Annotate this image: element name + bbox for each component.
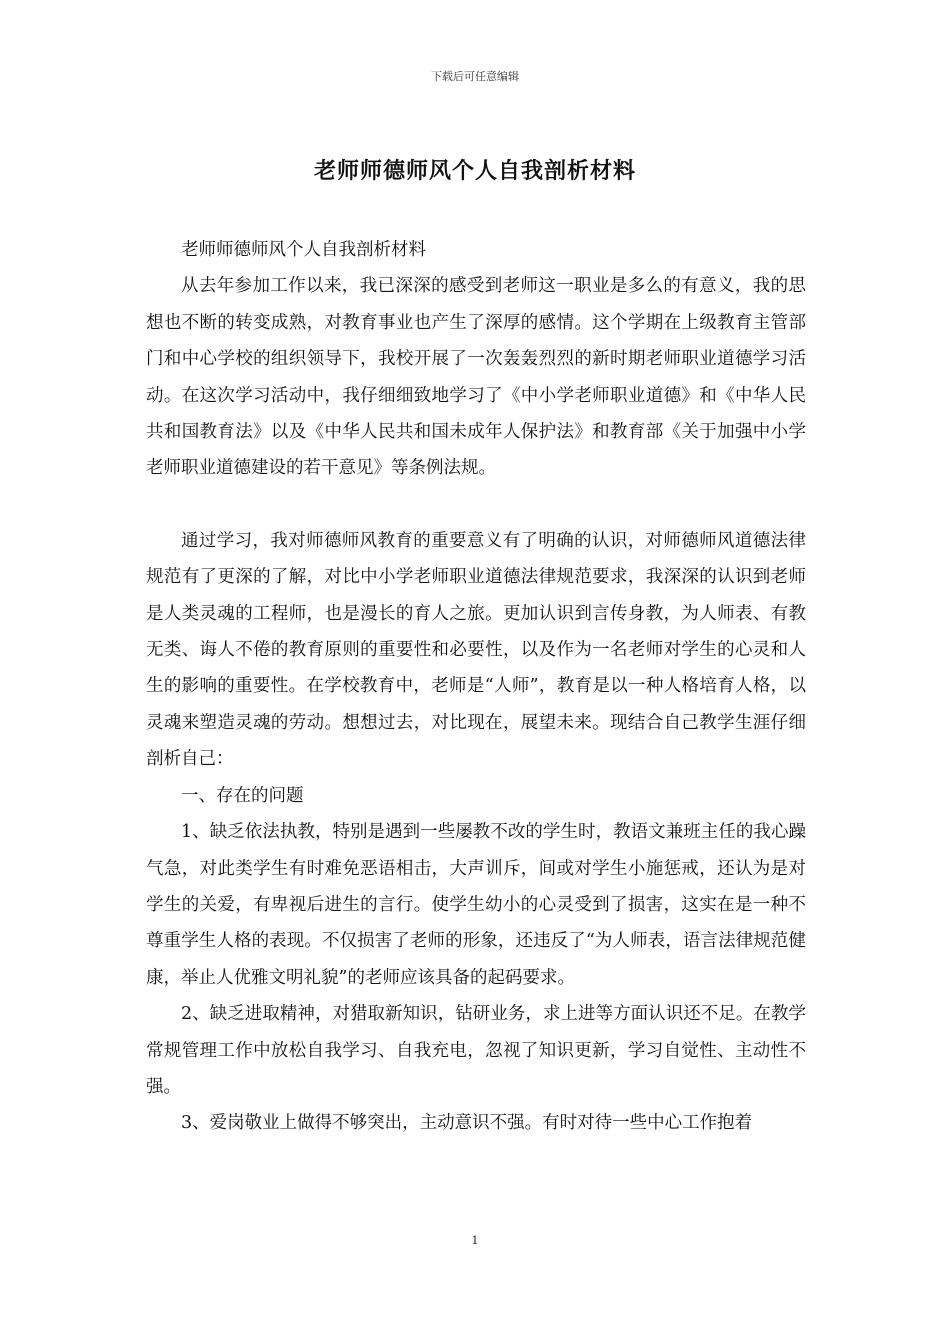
body-paragraph: 2、缺乏进取精神，对猎取新知识，钻研业务，求上进等方面认识还不足。在教学常规管理工作中放松自我学习、自我充电，忽视了知识更新，学习自觉性、主动性不强。 bbox=[146, 1004, 806, 1097]
body-paragraph: 通过学习，我对师德师风教育的重要意义有了明确的认识，对师德师风道德法律规范有了更深的了解，对比中小学老师职业道德法律规范要求，我深深的认识到老师是人类灵魂的工程师，也是漫长的育人之旅。更加认识到言传身教，为人师表、有教无类、诲人不倦的教育原则的重要性和必要性，以及作为一名老师对学生的心灵和人生的影响的重要性。在学校教育中，老师是“人师”，教育是以一种人格培育人格，以灵魂来塑造灵魂的劳动。想想过去，对比现在，展望未来。现结合自己教学生涯仔细剖析自己： bbox=[146, 530, 806, 770]
document-title: 老师师德师风个人自我剖析材料 bbox=[313, 158, 636, 184]
body-subtitle: 老师师德师风个人自我剖析材料 bbox=[181, 240, 426, 260]
document-body bbox=[146, 232, 806, 1142]
body-paragraph: 从去年参加工作以来，我已深深的感受到老师这一职业是多么的有意义，我的思想也不断的转变成熟，对教育事业也产生了深厚的感情。这个学期在上级教育主管部门和中心学校的组织领导下，我校开展了一次轰轰烈烈的新时期老师职业道德学习活动。在这次学习活动中，我仔细细致地学习了《中小学老师职业道德》和《中华人民共和国教育法》以及《中华人民共和国未成年人保护法》和教育部《关于加强中小学老师职业道德建设的若干意见》等条例法规。 bbox=[146, 276, 806, 479]
section-heading: 一、存在的问题 bbox=[181, 785, 304, 806]
body-paragraph: 3、爱岗敬业上做得不够突出，主动意识不强。有时对待一些中心工作抱着 bbox=[181, 1113, 753, 1134]
body-paragraph: 1、缺乏依法执教，特别是遇到一些屡教不改的学生时，教语文兼班主任的我心躁气急，对此类学生有时难免恶语相击，大声训斥，间或对学生小施惩戒，还认为是对学生的关爱，有卑视后进生的言行。使学生幼小的心灵受到了损害，这实在是一种不尊重学生人格的表现。不仅损害了老师的形象，还违反了“为人师表，语言法律规范健康，举止人优雅文明礼貌”的老师应该具备的起码要求。 bbox=[146, 822, 806, 988]
page-number: 1 bbox=[471, 1234, 479, 1247]
page-header: 下载后可任意编辑 bbox=[431, 70, 519, 83]
